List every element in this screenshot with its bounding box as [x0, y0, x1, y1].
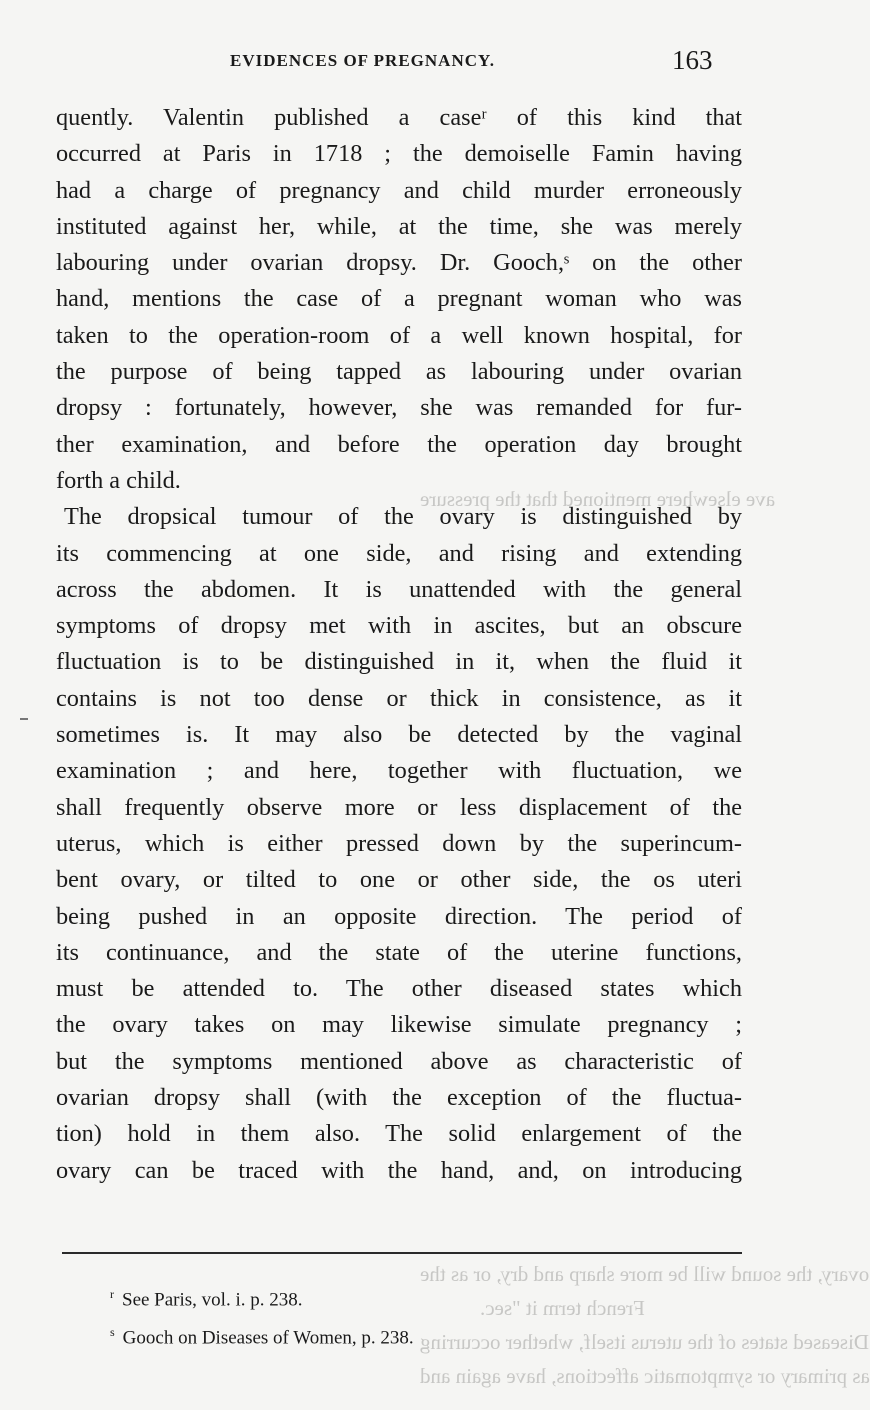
text-line: being pushed in an opposite direction. The period of [56, 902, 742, 930]
text-line: dropsy : fortunately, however, she was remanded for fur- [56, 394, 742, 422]
paragraph-start-line: The dropsical tumour of the ovary is distinguished by [64, 503, 742, 531]
footnotes [110, 1278, 414, 1355]
margin-mark [20, 718, 28, 720]
text-line: hand, mentions the case of a pregnant woman who was [56, 285, 742, 313]
bleed-through-text: ave elsewhere mentioned that the pressure [420, 487, 776, 511]
text-line: shall frequently observe more or less displacement of the [56, 793, 742, 821]
text-line: tion) hold in them also. The solid enlargement of the [56, 1120, 742, 1148]
footnote-text: See Paris, vol. i. p. 238. [122, 1289, 303, 1311]
text-line: quently. Valentin published a caseʳ of this kind that [56, 104, 742, 131]
text-line: taken to the operation-room of a well known hospital, for [56, 321, 742, 349]
page-number: 163 [672, 45, 713, 75]
text-line: bent ovary, or tilted to one or other side, the os uteri [56, 866, 742, 894]
text-line: ovary can be traced with the hand, and, on introducing [56, 1156, 742, 1184]
text-line: examination ; and here, together with fluctuation, we [56, 757, 742, 785]
text-line: uterus, which is either pressed down by the superincum- [56, 829, 742, 857]
bleed-through-text: ovary, the sound will be more sharp and dry, or as the [420, 1262, 870, 1286]
text-line: contains is not too dense or thick in consistence, as it [56, 684, 742, 712]
text-line: the ovary takes on may likewise simulate pregnancy ; [56, 1011, 742, 1039]
text-line: sometimes is. It may also be detected by the vaginal [56, 721, 742, 749]
text-line: labouring under ovarian dropsy. Dr. Gooch,ˢ on the other [56, 249, 742, 277]
text-line: must be attended to. The other diseased states which [56, 975, 742, 1003]
bleed-through-text: French term it "sec. [480, 1296, 645, 1320]
text-line: ovarian dropsy shall (with the exception of the fluctua- [56, 1084, 742, 1112]
page-header [0, 45, 800, 79]
text-line: its commencing at one side, and rising and extending [56, 539, 742, 567]
bleed-through-text: as primary or symptomatic affections, have again and [420, 1364, 870, 1388]
text-line: but the symptoms mentioned above as characteristic of [56, 1047, 742, 1075]
bleed-through-text: Diseased states of the uterus itself, whether occurring [420, 1330, 870, 1354]
text-line: instituted against her, while, at the time, she was merely [56, 212, 742, 240]
footnote-text: Gooch on Diseases of Women, p. 238. [122, 1327, 414, 1349]
text-line: fluctuation is to be distinguished in it, when the fluid it [56, 648, 742, 676]
text-line: its continuance, and the state of the uterine functions, [56, 938, 742, 966]
text-line: across the abdomen. It is unattended with the general [56, 575, 742, 603]
text-line: ther examination, and before the operation day brought [56, 430, 742, 458]
text-line: the purpose of being tapped as labouring under ovarian [56, 358, 742, 386]
footnote-mark: r [110, 1287, 114, 1301]
body-text [56, 100, 742, 1189]
text-line: occurred at Paris in 1718 ; the demoiselle Famin having [56, 140, 742, 168]
footnote-mark: s [110, 1325, 115, 1340]
text-line: symptoms of dropsy met with in ascites, but an obscure [56, 612, 742, 640]
running-title: EVIDENCES OF PREGNANCY. [230, 51, 495, 70]
text-line: had a charge of pregnancy and child murder erroneously [56, 176, 742, 204]
paragraph-end-line: forth a child. [56, 466, 181, 494]
footnote-r [110, 1278, 414, 1316]
footnote-s [110, 1316, 414, 1354]
footnote-rule [62, 1252, 742, 1254]
